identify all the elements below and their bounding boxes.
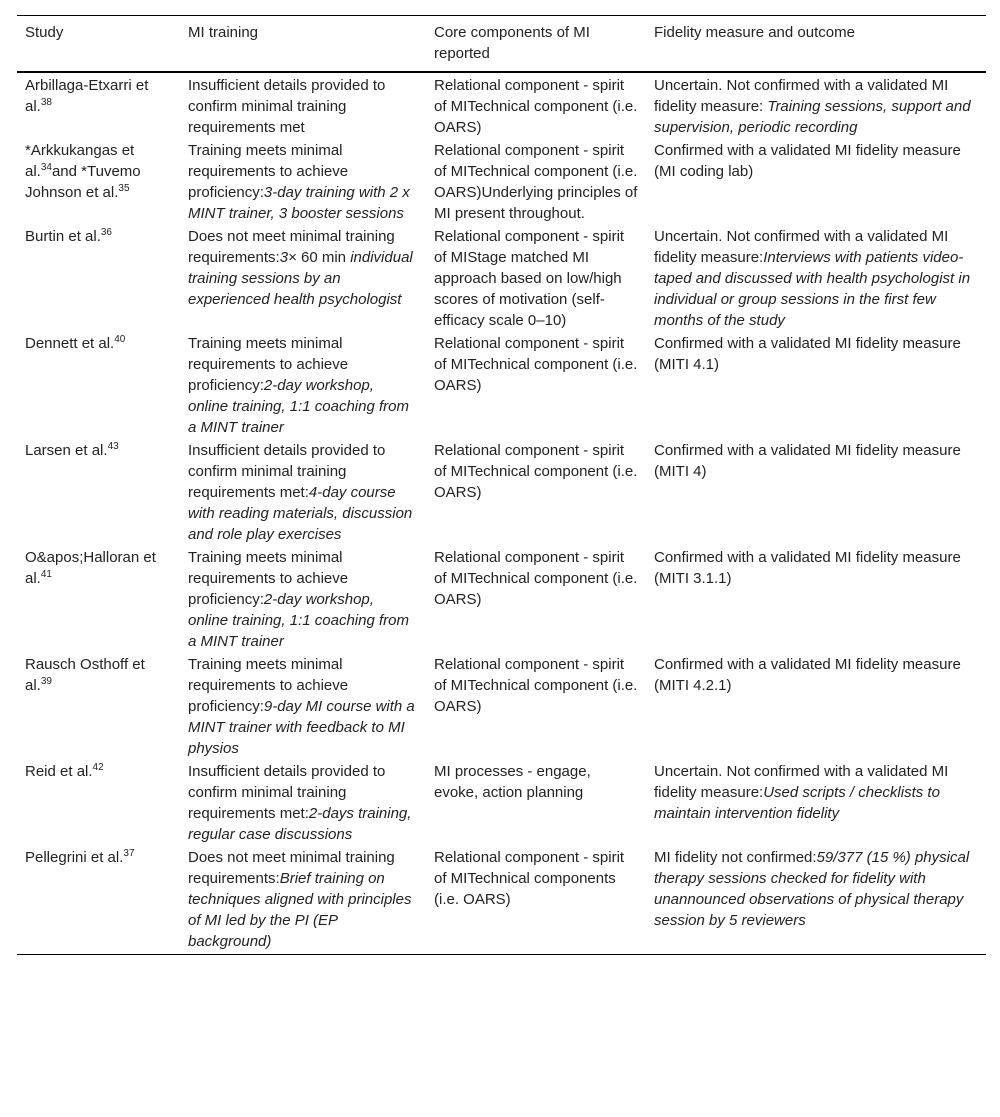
italic-text: 2-day workshop, online training, 1:1 coaching from a MINT trainer	[188, 377, 409, 436]
cell-text: and *Tuvemo Johnson et al.	[25, 163, 141, 201]
cell-study	[17, 138, 180, 224]
reference-number: 43	[107, 441, 119, 452]
cell-core-components	[426, 224, 646, 331]
cell-study	[17, 845, 180, 955]
italic-text: 4-day course with reading materials, discussion and role play exercises	[188, 484, 413, 543]
cell-study	[17, 759, 180, 845]
cell-core-components	[426, 652, 646, 759]
header-fidelity: Fidelity measure and outcome	[646, 16, 986, 73]
cell-core-components	[426, 138, 646, 224]
cell-text: Confirmed with a validated MI fidelity measure (MITI 3.1.1)	[654, 549, 961, 587]
cell-study	[17, 438, 180, 545]
header-core-components: Core components of MI reported	[426, 16, 646, 73]
italic-text: 2-days training, regular case discussions	[188, 805, 412, 843]
cell-fidelity	[646, 72, 986, 138]
reference-number: 35	[118, 183, 130, 194]
cell-mi-training	[180, 224, 426, 331]
cell-mi-training	[180, 652, 426, 759]
cell-mi-training	[180, 72, 426, 138]
cell-text: Training meets minimal requirements to achieve proficiency:	[188, 656, 349, 715]
cell-text: Uncertain. Not confirmed with a validated MI fidelity measure:	[654, 763, 949, 801]
cell-text: Uncertain. Not confirmed with a validated MI fidelity measure:	[654, 228, 949, 266]
table-row	[17, 438, 986, 545]
cell-text: *Arkkukangas et al.	[25, 142, 135, 180]
cell-text: Training meets minimal requirements to achieve proficiency:	[188, 142, 349, 201]
cell-text: Arbillaga-Etxarri et al.	[25, 77, 149, 115]
cell-text: MI processes - engage, evoke, action planning	[434, 763, 591, 801]
table-row	[17, 72, 986, 138]
italic-text: Brief training on techniques aligned with principles of MI led by the PI (EP background)	[188, 870, 412, 950]
italic-text: 9-day MI course with a MINT trainer with feedback to MI physios	[188, 698, 415, 757]
italic-text: Interviews with patients video-taped and discussed with health psychologist in individual or group sessions in the first few months of the study	[654, 249, 971, 329]
italic-text: 2-day workshop, online training, 1:1 coaching from a MINT trainer	[188, 591, 409, 650]
cell-mi-training	[180, 438, 426, 545]
cell-fidelity	[646, 652, 986, 759]
italic-text: Used scripts / checklists to maintain intervention fidelity	[654, 784, 940, 822]
header-study: Study	[17, 16, 180, 73]
cell-text: 60 min	[301, 249, 351, 266]
reference-number: 34	[40, 162, 52, 173]
cell-text: Larsen et al.	[25, 442, 108, 459]
cell-text: Relational component - spirit of MITechnical component (i.e. OARS)	[434, 549, 638, 608]
cell-text: Insufficient details provided to confirm minimal training requirements met:	[188, 763, 386, 822]
reference-number: 38	[40, 97, 52, 108]
cell-text: Relational component - spirit of MITechnical component (i.e. OARS)	[434, 656, 638, 715]
cell-core-components	[426, 438, 646, 545]
cell-text: Training meets minimal requirements to achieve proficiency:	[188, 335, 349, 394]
reference-number: 40	[114, 334, 126, 345]
cell-text: MI fidelity not confirmed:	[654, 849, 817, 866]
reference-number: 42	[92, 762, 104, 773]
cell-text: Burtin et al.	[25, 228, 101, 245]
table-row	[17, 759, 986, 845]
cell-text: Reid et al.	[25, 763, 93, 780]
cell-core-components	[426, 72, 646, 138]
cell-text: Confirmed with a validated MI fidelity measure (MI coding lab)	[654, 142, 961, 180]
cell-text: Relational component - spirit of MITechnical component (i.e. OARS)	[434, 335, 638, 394]
cell-text: Confirmed with a validated MI fidelity measure (MITI 4.1)	[654, 335, 961, 373]
cell-text: Confirmed with a validated MI fidelity measure (MITI 4.2.1)	[654, 656, 961, 694]
cell-fidelity	[646, 845, 986, 955]
cell-text: Rausch Osthoff et al.	[25, 656, 145, 694]
cell-core-components	[426, 759, 646, 845]
cell-mi-training	[180, 331, 426, 438]
cell-text: Insufficient details provided to confirm minimal training requirements met:	[188, 442, 386, 501]
reference-number: 37	[123, 848, 135, 859]
cell-mi-training	[180, 759, 426, 845]
cell-text: Pellegrini et al.	[25, 849, 124, 866]
cell-study	[17, 545, 180, 652]
cell-text: Confirmed with a validated MI fidelity measure (MITI 4)	[654, 442, 961, 480]
cell-fidelity	[646, 438, 986, 545]
table-header	[17, 16, 986, 73]
cell-text: Relational component - spirit of MITechnical component (i.e. OARS)	[434, 77, 638, 136]
table-row	[17, 545, 986, 652]
italic-text: 59/377 (15 %) physical therapy sessions checked for fidelity with unannounced observations of physical therapy session by 5 reviewers	[654, 849, 970, 929]
cell-fidelity	[646, 138, 986, 224]
reference-number: 41	[40, 569, 52, 580]
cell-text: Dennett et al.	[25, 335, 115, 352]
italic-text: 3-day training with 2 x MINT trainer, 3 booster sessions	[188, 184, 410, 222]
cell-text: Relational component - spirit of MITechnical components (i.e. OARS)	[434, 849, 625, 908]
reference-number: 39	[40, 676, 52, 687]
cell-fidelity	[646, 224, 986, 331]
cell-text: Uncertain. Not confirmed with a validated MI fidelity measure:	[654, 77, 949, 115]
cell-text: Relational component - spirit of MIStage matched MI approach based on low/high scores of motivation (self-efficacy scale 0–10)	[434, 228, 625, 329]
cell-study	[17, 652, 180, 759]
italic-text: Training sessions, support and supervision, periodic recording	[654, 98, 971, 136]
cell-core-components	[426, 331, 646, 438]
cell-study	[17, 331, 180, 438]
table-body	[17, 72, 986, 955]
cell-text: Does not meet minimal training requirements:	[188, 849, 395, 887]
cell-text: O&apos;Halloran et al.	[25, 549, 156, 587]
cell-mi-training	[180, 845, 426, 955]
cell-text: Does not meet minimal training requirements:	[188, 228, 395, 266]
table-row	[17, 652, 986, 759]
cell-mi-training	[180, 138, 426, 224]
table-row	[17, 331, 986, 438]
italic-text: individual training sessions by an experienced health psychologist	[188, 249, 413, 308]
cell-study	[17, 224, 180, 331]
table-row	[17, 224, 986, 331]
header-mi-training: MI training	[180, 16, 426, 73]
cell-fidelity	[646, 759, 986, 845]
cell-core-components	[426, 545, 646, 652]
cell-fidelity	[646, 331, 986, 438]
cell-text: Training meets minimal requirements to achieve proficiency:	[188, 549, 349, 608]
reference-number: 36	[100, 227, 112, 238]
cell-fidelity	[646, 545, 986, 652]
cell-mi-training	[180, 545, 426, 652]
table-row	[17, 845, 986, 955]
cell-core-components	[426, 845, 646, 955]
studies-table	[17, 15, 986, 955]
header-row	[17, 16, 986, 73]
cell-study	[17, 72, 180, 138]
table-row	[17, 138, 986, 224]
cell-text: Relational component - spirit of MITechnical component (i.e. OARS)	[434, 442, 638, 501]
italic-text: 3×	[279, 249, 301, 266]
cell-text: Relational component - spirit of MITechnical component (i.e. OARS)Underlying principles of MI present throughout.	[434, 142, 638, 222]
cell-text: Insufficient details provided to confirm minimal training requirements met	[188, 77, 386, 136]
